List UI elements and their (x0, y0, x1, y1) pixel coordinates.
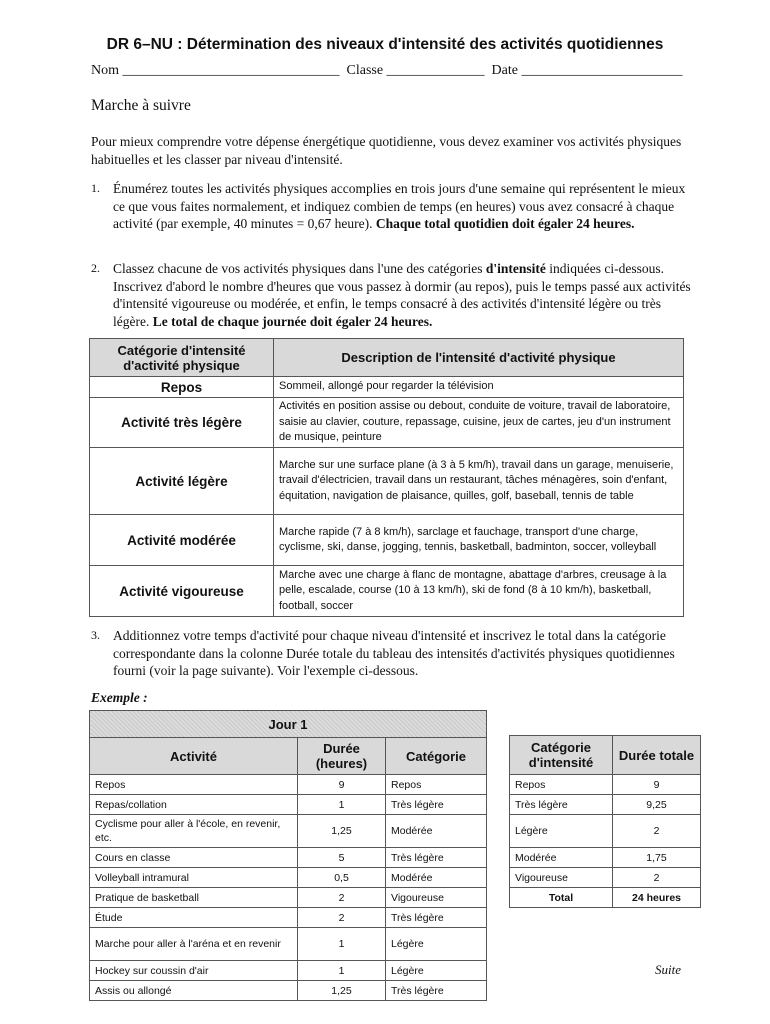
total-duration-cell: 1,75 (613, 848, 701, 868)
example-table-body (90, 775, 487, 1001)
day-header: Jour 1 (90, 711, 487, 738)
category-cell: Très légère (386, 848, 487, 868)
table-row (90, 815, 487, 848)
step-number: 3. (91, 628, 100, 642)
category-cell: Vigoureuse (386, 888, 487, 908)
activity-cell: Cours en classe (90, 848, 298, 868)
category-cell: Modérée (386, 815, 487, 848)
category-cell: Activité modérée (90, 515, 274, 566)
category-cell: Très légère (386, 981, 487, 1001)
total-value: 24 heures (613, 888, 701, 908)
totals-table (509, 735, 701, 908)
activity-cell: Hockey sur coussin d'air (90, 961, 298, 981)
page-title: DR 6–NU : Détermination des niveaux d'intensité des activités quotidiennes (106, 36, 664, 53)
table-row (90, 377, 684, 398)
category-cell: Légère (386, 961, 487, 981)
step-bold-text: Chaque total quotidien doit égaler 24 heures. (375, 216, 635, 231)
category-cell: Légère (510, 815, 613, 848)
step-2 (91, 260, 696, 330)
column-header: Catégorie d'intensité (510, 736, 613, 775)
step-number: 2. (91, 261, 100, 275)
column-header: Activité (90, 738, 298, 775)
step-number: 1. (91, 181, 100, 195)
column-header: Description de l'intensité d'activité physique (274, 339, 684, 377)
step-text: Énumérez toutes les activités physiques accomplies en trois jours d'une semaine qui représentent le mieux ce que vous faites normalement, et indiquez combien de temps (en heures) vous avez consacré à chaque activité (par exemple, 40 minutes = 0,67 heure). (113, 181, 686, 231)
category-cell: Légère (386, 928, 487, 961)
step-1 (91, 180, 696, 233)
category-cell: Très légère (386, 795, 487, 815)
intensity-category-table (89, 338, 684, 617)
table-row (90, 795, 487, 815)
step-text: indiquées ci-dessous. Inscrivez d'abord le nombre d'heures que vous passez à dormir (au repos), puis le temps passé aux activités d'intensité vigoureuse ou modérée, et enfin, le temps consacré à des activités d'intensité légère ou très légère. (113, 261, 691, 329)
table-row (510, 815, 701, 848)
column-header: Durée (heures) (298, 738, 386, 775)
description-cell: Activités en position assise ou debout, conduite de voiture, travail de laboratoire, saisie au clavier, couture, repassage, cuisine, jeux de cartes, jeu d'un instrument de musique, peinture (274, 398, 684, 448)
table-row (90, 908, 487, 928)
category-cell: Activité vigoureuse (90, 566, 274, 617)
intro-paragraph: Pour mieux comprendre votre dépense énergétique quotidienne, vous devez examiner vos activités physiques habituelles et les classer par niveau d'intensité. (91, 134, 682, 167)
table-row (510, 868, 701, 888)
total-duration-cell: 9,25 (613, 795, 701, 815)
duration-cell: 1 (298, 795, 386, 815)
total-duration-cell: 2 (613, 815, 701, 848)
category-cell: Repos (90, 377, 274, 398)
description-cell: Marche sur une surface plane (à 3 à 5 km/h), travail dans un garage, menuiserie, travail d'électricien, travail dans un restaurant, tâches ménagères, soin d'enfant, équitation, navigation de plaisance, quilles, golf, baseball, tennis de table (274, 448, 684, 515)
activity-cell: Volleyball intramural (90, 868, 298, 888)
section-heading: Marche à suivre (91, 97, 191, 114)
category-cell: Activité légère (90, 448, 274, 515)
column-header: Catégorie d'intensité d'activité physique (90, 339, 274, 377)
activity-cell: Étude (90, 908, 298, 928)
name-class-date-line: Nom _______________________________ Classe ______________ Date _______________________ (91, 63, 683, 78)
duration-cell: 9 (298, 775, 386, 795)
category-cell: Activité très légère (90, 398, 274, 448)
total-duration-cell: 2 (613, 868, 701, 888)
table-row (90, 868, 487, 888)
table-row (90, 398, 684, 448)
table-row (90, 928, 487, 961)
column-header: Durée totale (613, 736, 701, 775)
table-row (90, 448, 684, 515)
duration-cell: 0,5 (298, 868, 386, 888)
table-row (90, 981, 487, 1001)
category-cell: Repos (386, 775, 487, 795)
example-label: Exemple : (91, 690, 148, 705)
duration-cell: 2 (298, 888, 386, 908)
description-cell: Marche rapide (7 à 8 km/h), sarclage et fauchage, transport d'une charge, cyclisme, ski, danse, jogging, tennis, basketball, badminton, soccer, volleyball (274, 515, 684, 566)
table-row (90, 961, 487, 981)
activity-cell: Repas/collation (90, 795, 298, 815)
table-row (510, 795, 701, 815)
example-day-table (89, 710, 487, 1001)
total-duration-cell: 9 (613, 775, 701, 795)
activity-cell: Repos (90, 775, 298, 795)
step-text: Additionnez votre temps d'activité pour chaque niveau d'intensité et inscrivez le total dans la catégorie correspondante dans la colonne Durée totale du tableau des intensités d'activités physiques quotidiennes fourni (voir la page suivante). Voir l'exemple ci-dessous. (113, 628, 675, 678)
activity-cell: Marche pour aller à l'aréna et en revenir (90, 928, 298, 961)
table-row (510, 848, 701, 868)
duration-cell: 1,25 (298, 815, 386, 848)
table-row (90, 566, 684, 617)
column-header: Catégorie (386, 738, 487, 775)
duration-cell: 1 (298, 928, 386, 961)
step-bold-text: Le total de chaque journée doit égaler 24 heures. (152, 313, 433, 329)
activity-cell: Cyclisme pour aller à l'école, en revenir, etc. (90, 815, 298, 848)
table-row (90, 888, 487, 908)
duration-cell: 2 (298, 908, 386, 928)
category-cell: Modérée (510, 848, 613, 868)
table-row (510, 775, 701, 795)
table-row (90, 515, 684, 566)
totals-table-body (510, 775, 701, 888)
category-cell: Très légère (386, 908, 487, 928)
category-cell: Très légère (510, 795, 613, 815)
step-3 (91, 627, 696, 680)
duration-cell: 5 (298, 848, 386, 868)
suite-label: Suite (655, 962, 681, 977)
table-row (90, 848, 487, 868)
category-cell: Repos (510, 775, 613, 795)
table-row (90, 775, 487, 795)
activity-cell: Assis ou allongé (90, 981, 298, 1001)
step-bold-text: d'intensité (485, 261, 546, 276)
total-label: Total (510, 888, 613, 908)
category-cell: Modérée (386, 868, 487, 888)
total-row (510, 888, 701, 908)
description-cell: Marche avec une charge à flanc de montagne, abattage d'arbres, creusage à la pelle, escalade, course (10 à 13 km/h), ski de fond (8 à 10 km/h), basketball, football, soccer (274, 566, 684, 617)
category-cell: Vigoureuse (510, 868, 613, 888)
description-cell: Sommeil, allongé pour regarder la télévision (274, 377, 684, 398)
duration-cell: 1 (298, 961, 386, 981)
activity-cell: Pratique de basketball (90, 888, 298, 908)
duration-cell: 1,25 (298, 981, 386, 1001)
step-text: Classez chacune de vos activités physiques dans l'une des catégories (113, 261, 486, 276)
